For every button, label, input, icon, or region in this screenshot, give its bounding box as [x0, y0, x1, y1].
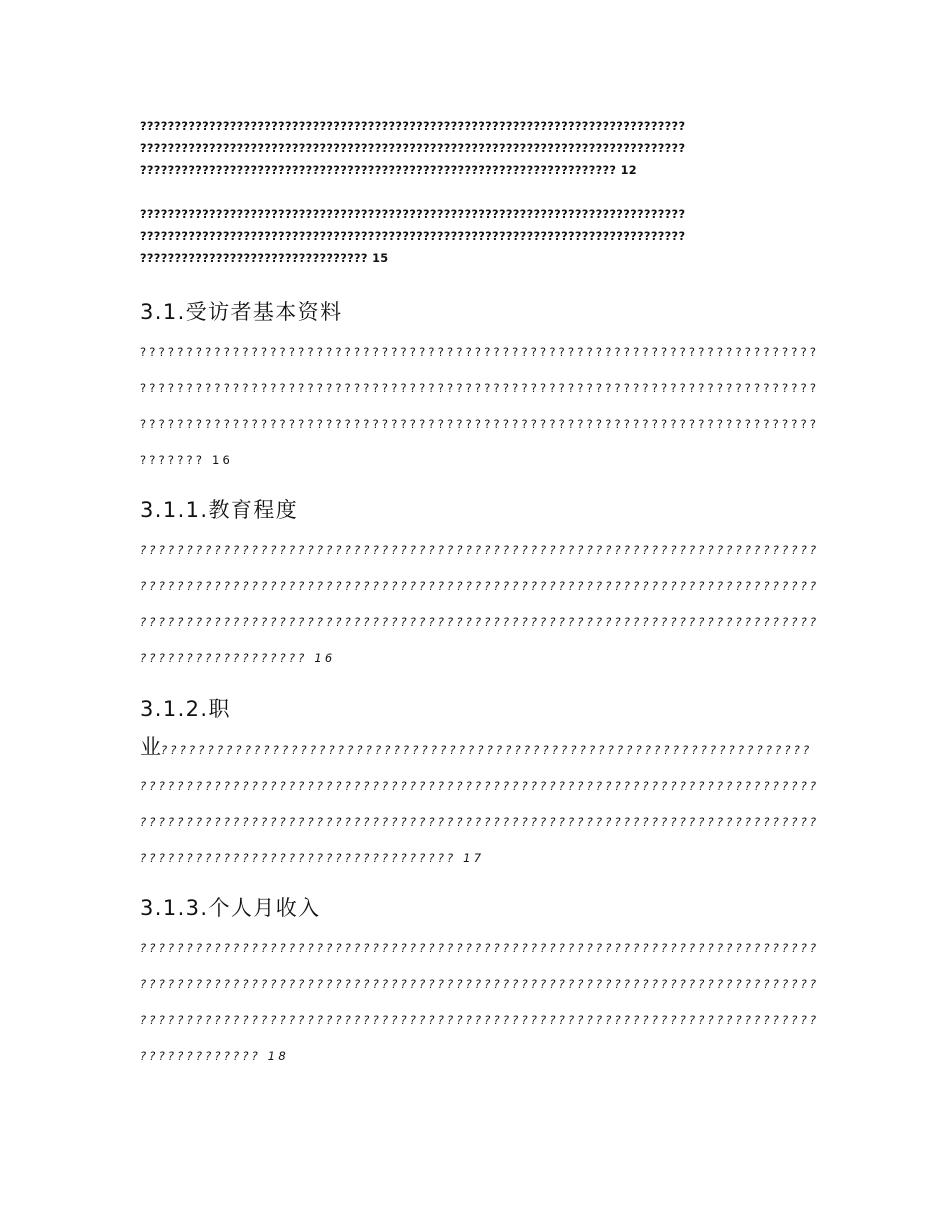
toc-entry-line: ????????????????????????????????????????????????????????????????????? 12 [140, 164, 638, 177]
section-text-line: ????????????????????????????????????????????????????????????????????????? [140, 579, 820, 593]
section-heading: 3.1.2.职 [140, 697, 231, 721]
toc-entry-line: ????????????????????????????????? 15 [140, 252, 389, 265]
section-text[interactable] [140, 334, 819, 478]
toc-entry-line: ??????????????????????????????????????????????????????????????????????????????? [140, 120, 686, 133]
section-text-line: ????????????????????????????????????????????????????????????????????????? [140, 815, 820, 829]
section-text[interactable] [140, 930, 819, 1074]
section-text-line: ??????? 16 [140, 453, 234, 467]
section-text-line: ????????????????????????????????????????????????????????????????????????? [140, 1013, 820, 1027]
section-heading: 3.1.3.个人月收入 [140, 896, 321, 920]
toc-entry[interactable] [140, 204, 685, 270]
section-heading: 3.1.受访者基本资料 [140, 300, 343, 324]
heading-continuation: 业 [140, 735, 161, 759]
section-text-line: ????????????????????????????????????????????????????????????????????????? [140, 345, 820, 359]
section-text[interactable] [140, 532, 819, 676]
toc-entry-line: ??????????????????????????????????????????????????????????????????????????????? [140, 142, 686, 155]
section-heading: 3.1.1.教育程度 [140, 498, 299, 522]
section-text-line: ?????????????????????????????????? 17 [140, 851, 485, 865]
toc-entry-line: ??????????????????????????????????????????????????????????????????????????????? [140, 230, 686, 243]
section-text-line-rest: ?????????????????????????????????????????????????????????????????????? [161, 743, 813, 757]
section-text-line: ????????????????????????????????????????????????????????????????????????? [140, 779, 820, 793]
section-text[interactable] [140, 729, 819, 876]
section-text-line: ????????????????????????????????????????????????????????????????????????? [140, 941, 820, 955]
section-text-line: ????????????? 18 [140, 1049, 289, 1063]
section-text-line: ????????????????????????????????????????????????????????????????????????? [140, 977, 820, 991]
toc-entry-line: ??????????????????????????????????????????????????????????????????????????????? [140, 208, 686, 221]
section-text-line: ????????????????????????????????????????????????????????????????????????? [140, 381, 820, 395]
section-text-line: ?????????????????? 16 [140, 651, 336, 665]
section-text-line: ????????????????????????????????????????????????????????????????????????? [140, 543, 820, 557]
section-text-line [140, 729, 819, 768]
section-text-line: ????????????????????????????????????????????????????????????????????????? [140, 417, 820, 431]
section-text-line: ????????????????????????????????????????????????????????????????????????? [140, 615, 820, 629]
toc-entry[interactable] [140, 116, 685, 182]
